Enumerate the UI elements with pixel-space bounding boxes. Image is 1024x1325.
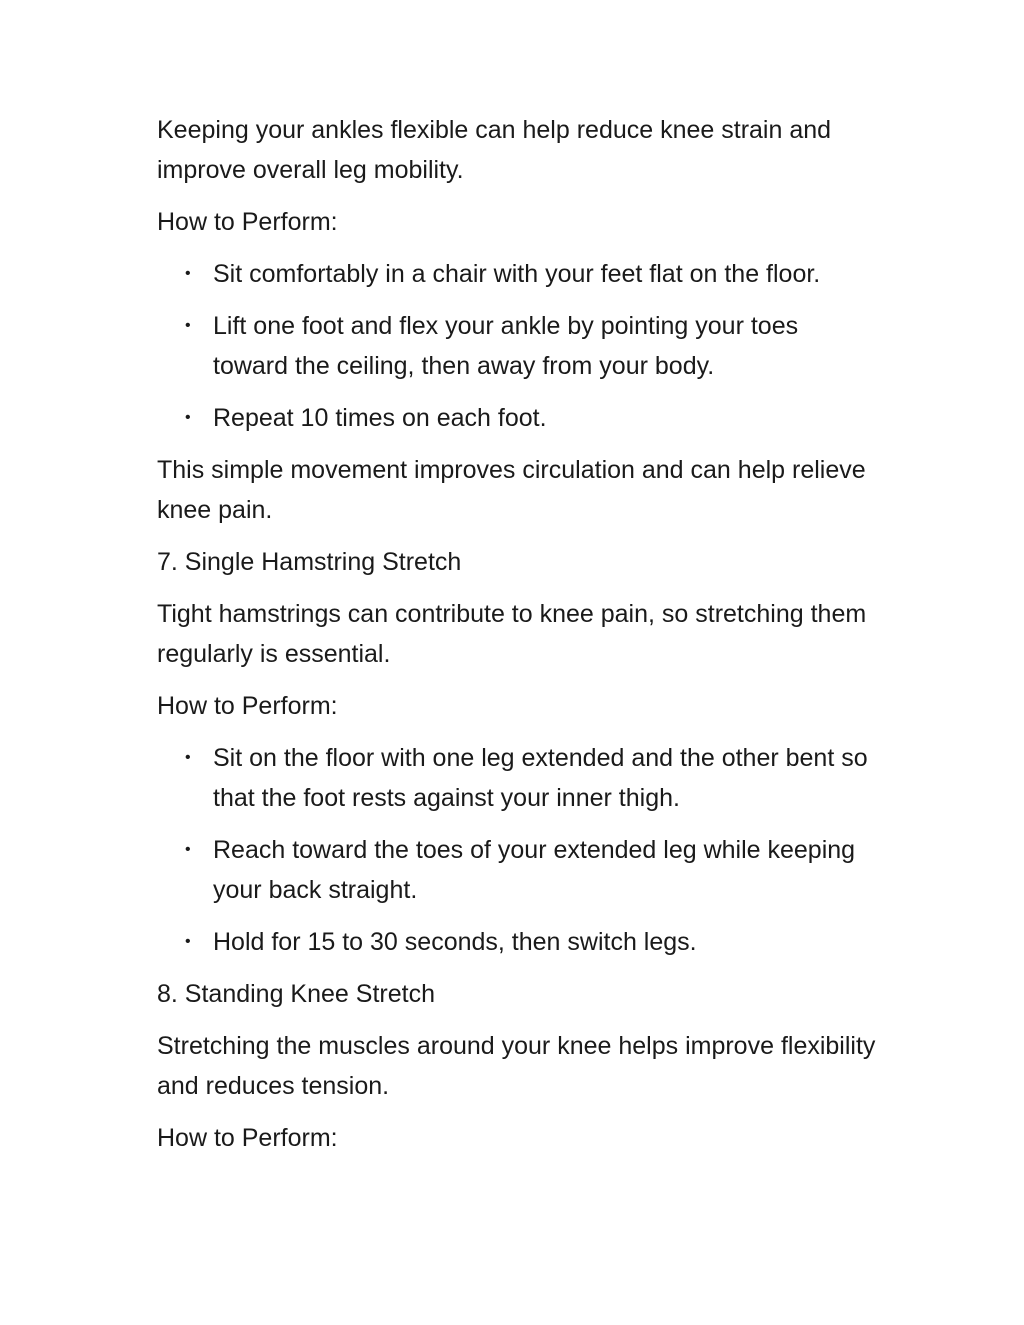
list-item-text: Lift one foot and flex your ankle by pointing your toes toward the ceiling, then away from your body. xyxy=(213,312,799,380)
document-page xyxy=(157,110,877,1170)
bullet-icon: • xyxy=(185,933,191,950)
list-item xyxy=(157,830,877,910)
bullet-icon: • xyxy=(185,317,191,334)
how-to-perform-label: How to Perform: xyxy=(157,1124,338,1152)
knee-paragraph: Stretching the muscles around your knee helps improve flexibility and reduces tension. xyxy=(157,1032,876,1100)
bullet-icon: • xyxy=(185,265,191,282)
list-item-text: Reach toward the toes of your extended leg while keeping your back straight. xyxy=(213,836,856,904)
section-heading-hamstring: 7. Single Hamstring Stretch xyxy=(157,548,462,576)
list-item xyxy=(157,306,877,386)
intro-paragraph: Keeping your ankles flexible can help reduce knee strain and improve overall leg mobility. xyxy=(157,116,832,184)
how-to-perform-label: How to Perform: xyxy=(157,692,338,720)
bullet-icon: • xyxy=(185,409,191,426)
summary-paragraph: This simple movement improves circulation and can help relieve knee pain. xyxy=(157,456,866,524)
hamstring-paragraph: Tight hamstrings can contribute to knee pain, so stretching them regularly is essential. xyxy=(157,600,867,668)
how-to-perform-label: How to Perform: xyxy=(157,208,338,236)
list-item-text: Hold for 15 to 30 seconds, then switch legs. xyxy=(213,928,697,956)
list-item-text: Sit comfortably in a chair with your feet flat on the floor. xyxy=(213,260,821,288)
list-item-text: Repeat 10 times on each foot. xyxy=(213,404,547,432)
bullet-list-ankle xyxy=(157,254,877,438)
bullet-list-hamstring xyxy=(157,738,877,962)
list-item xyxy=(157,738,877,818)
bullet-icon: • xyxy=(185,749,191,766)
bullet-icon: • xyxy=(185,841,191,858)
list-item xyxy=(157,922,877,962)
list-item xyxy=(157,254,877,294)
list-item-text: Sit on the floor with one leg extended and the other bent so that the foot rests against your inner thigh. xyxy=(213,744,868,812)
section-heading-knee: 8. Standing Knee Stretch xyxy=(157,980,435,1008)
list-item xyxy=(157,398,877,438)
